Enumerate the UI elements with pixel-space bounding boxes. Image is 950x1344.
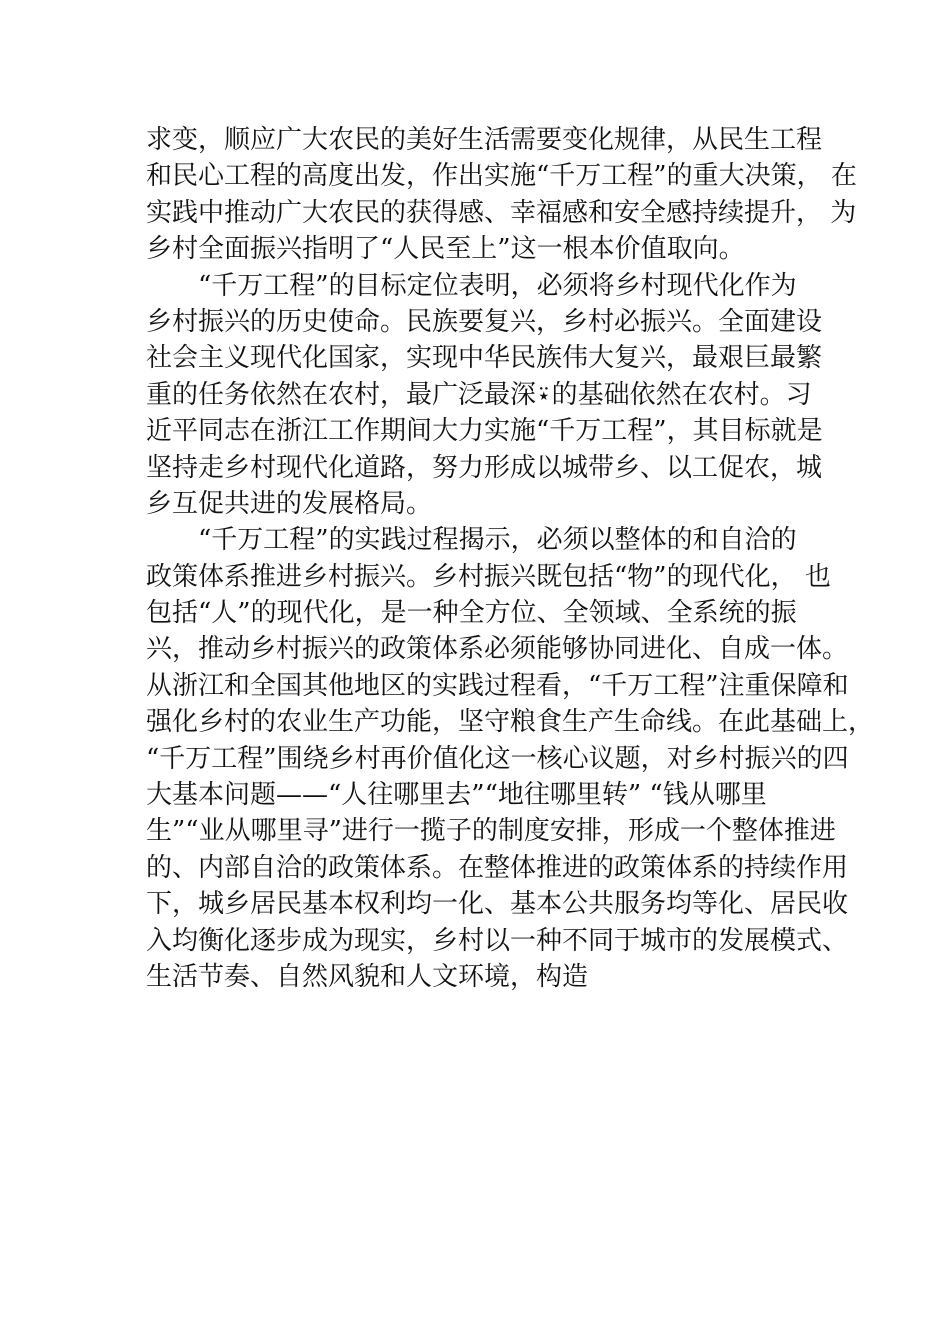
text-line: 生活节奏、自然风貌和人文环境，构造 [146,961,589,992]
text-line: 生”“业从哪里寻”进行一揽子的制度安排，形成一个整体推进 [146,816,836,847]
text-line: 社会主义现代化国家，实现中华民族伟大复兴，最艰巨最繁 [146,343,823,374]
text-line: “千万工程”围绕乡村再价值化这一核心议题，对乡村振兴的四 [146,743,849,774]
text-line: 强化乡村的农业生产功能，坚守粮食生产生命线。在此基础上， [146,707,875,738]
body-text [146,122,875,995]
text-line: 从浙江和全国其他地区的实践过程看，“千万工程”注重保障和 [146,670,849,701]
text-line: 下，城乡居民基本权利均一化、基本公共服务均等化、居民收 [146,889,849,920]
text-line: 乡村振兴的历史使命。民族要复兴，乡村必振兴。全面建设 [146,306,823,337]
text-line: 坚持走乡村现代化道路，努力形成以城带乡、以工促农，城 [146,452,823,483]
text-line: 重的任务依然在农村，最广泛最深⍣的基础依然在农村。习 [146,379,812,410]
text-line: 入均衡化逐步成为现实，乡村以一种不同于城市的发展模式、 [146,925,849,956]
text-line: 实践中推动广大农民的获得感、幸福感和安全感持续提升， 为 [146,197,857,228]
text-line: 和民心工程的高度出发，作出实施“千万工程”的重大决策， 在 [146,161,857,192]
text-line: 乡互促共进的发展格局。 [146,488,433,519]
text-line: 政策体系推进乡村振兴。乡村振兴既包括“物”的现代化， 也 [146,561,831,592]
text-line: 兴，推动乡村振兴的政策体系必须能够协同进化、自成一体。 [146,634,849,665]
text-line: “千万工程”的目标定位表明，必须将乡村现代化作为 [146,270,797,301]
text-line: 近平同志在浙江工作期间大力实施“千万工程”，其目标就是 [146,416,823,447]
text-line: 求变，顺应广大农民的美好生活需要变化规律，从民生工程 [146,125,823,155]
text-line: 乡村全面振兴指明了“人民至上”这一根本价值取向。 [146,234,745,265]
text-line: 的、内部自洽的政策体系。在整体推进的政策体系的持续作用 [146,852,849,883]
text-line: 大基本问题——“人往哪里去”“地往哪里转” “钱从哪里 [146,780,767,811]
text-line: 包括“人”的现代化，是一种全方位、全领域、全系统的振 [146,598,797,629]
text-line: “千万工程”的实践过程揭示，必须以整体的和自洽的 [146,525,797,556]
